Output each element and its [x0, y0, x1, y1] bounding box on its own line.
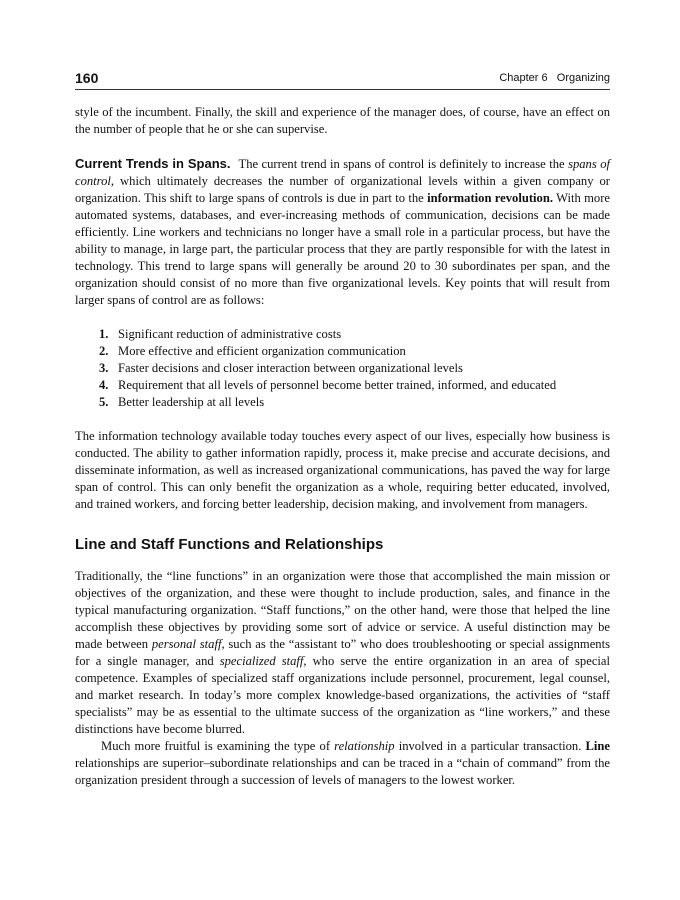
text-run: which ultimately decreases the number of organizational levels within a given company or organization. This shift to large spans of controls is due in part to the — [75, 174, 610, 205]
text-run: who serve the entire organization in an area of special competence. Examples of specialized staff organizations include personnel, procurement, legal counsel, and market research. In today’s more complex knowledge-based organizations, the activities of “staff specialists” may be as essential to the ultimate success of the organization as “line workers,” and these distinctions have become blurred. — [75, 654, 610, 736]
text-run: involved in a particular transaction. — [394, 739, 586, 753]
text-run: Traditionally, the “line functions” in an organization were those that accomplished the main mission or objectives of the organization, and these were thought to include production, sales, and finance in the typical manufacturing organization. “Staff functions,” on the other hand, were those that helped the line accomplish these objectives by providing some sort of advice or service. A useful distinction may be made between — [75, 569, 610, 651]
list-item — [75, 360, 610, 377]
list-item — [75, 326, 610, 343]
list-number: 4. — [99, 378, 109, 392]
list-item-text: Better leadership at all levels — [118, 395, 265, 409]
text-run: relationships are superior–subordinate relationships and can be traced in a “chain of command” from the organization president through a succession of levels of managers to the lowest worker. — [75, 756, 610, 787]
italic-term-specialized-staff: specialized staff, — [219, 654, 307, 668]
list-item — [75, 394, 610, 411]
list-item-text: Requirement that all levels of personnel become better trained, informed, and educated — [118, 378, 557, 392]
italic-term-spans-of-control: spans of control, — [75, 157, 611, 188]
text-run: Much more fruitful is examining the type of — [101, 739, 335, 753]
page-header — [75, 70, 610, 90]
runin-heading-current-trends: Current Trends in Spans. — [75, 156, 231, 171]
page-body — [75, 104, 610, 789]
list-item-text: Faster decisions and closer interaction between organizational levels — [118, 361, 463, 375]
paragraph-information-technology: The information technology available today touches every aspect of our lives, especially how business is conducted. The ability to gather information rapidly, process it, make precise and accurate decisions, and disseminate information, as well as increased organizational communications, has paved the way for large span of control. This can only benefit the organization as a whole, requiring better educated, involved, and trained workers, and forcing better leadership, decision making, and involvement from managers. — [75, 429, 610, 511]
header-rule — [75, 89, 610, 90]
text-run: With more automated systems, databases, and ever-increasing methods of communication, decisions can be made efficiently. Line workers and technicians no longer have a small role in a particular process, but have the ability to manage, in large part, the particular process that they are partly responsible for with the latest in technology. This trend to large spans will generally be around 20 to 30 subordinates per span, and the organization should consist of no more than five organizational levels. Key points that will result from larger spans of control are as follows: — [75, 191, 611, 307]
key-points-list — [75, 326, 610, 411]
paragraph-relationship — [75, 738, 610, 789]
list-item-text: More effective and efficient organization communication — [118, 344, 406, 358]
section-heading: Line and Staff Functions and Relationships — [75, 536, 384, 553]
list-number: 3. — [99, 361, 109, 375]
bold-term-line: Line — [585, 739, 610, 753]
list-item-text: Significant reduction of administrative costs — [118, 327, 342, 341]
paragraph-continuation: style of the incumbent. Finally, the skill and experience of the manager does, of course, have an effect on the number of people that he or she can supervise. — [75, 105, 610, 136]
paragraph-current-trends — [75, 155, 610, 309]
list-number: 5. — [99, 395, 109, 409]
list-item — [75, 377, 610, 394]
italic-term-relationship: relationship — [334, 739, 395, 753]
list-number: 2. — [99, 344, 109, 358]
page-number: 160 — [75, 70, 99, 86]
text-run: The current trend in spans of control is definitely to increase the — [238, 157, 569, 171]
paragraph-line-staff — [75, 568, 610, 738]
bold-term-information-revolution: information revolution. — [427, 191, 553, 205]
list-number: 1. — [99, 327, 109, 341]
list-item — [75, 343, 610, 360]
text-run: such as the “assistant to” who does troubleshooting or special assignments for a single manager, and — [75, 637, 610, 668]
italic-term-personal-staff: personal staff, — [151, 637, 225, 651]
running-head: Chapter 6 Organizing — [499, 72, 610, 84]
